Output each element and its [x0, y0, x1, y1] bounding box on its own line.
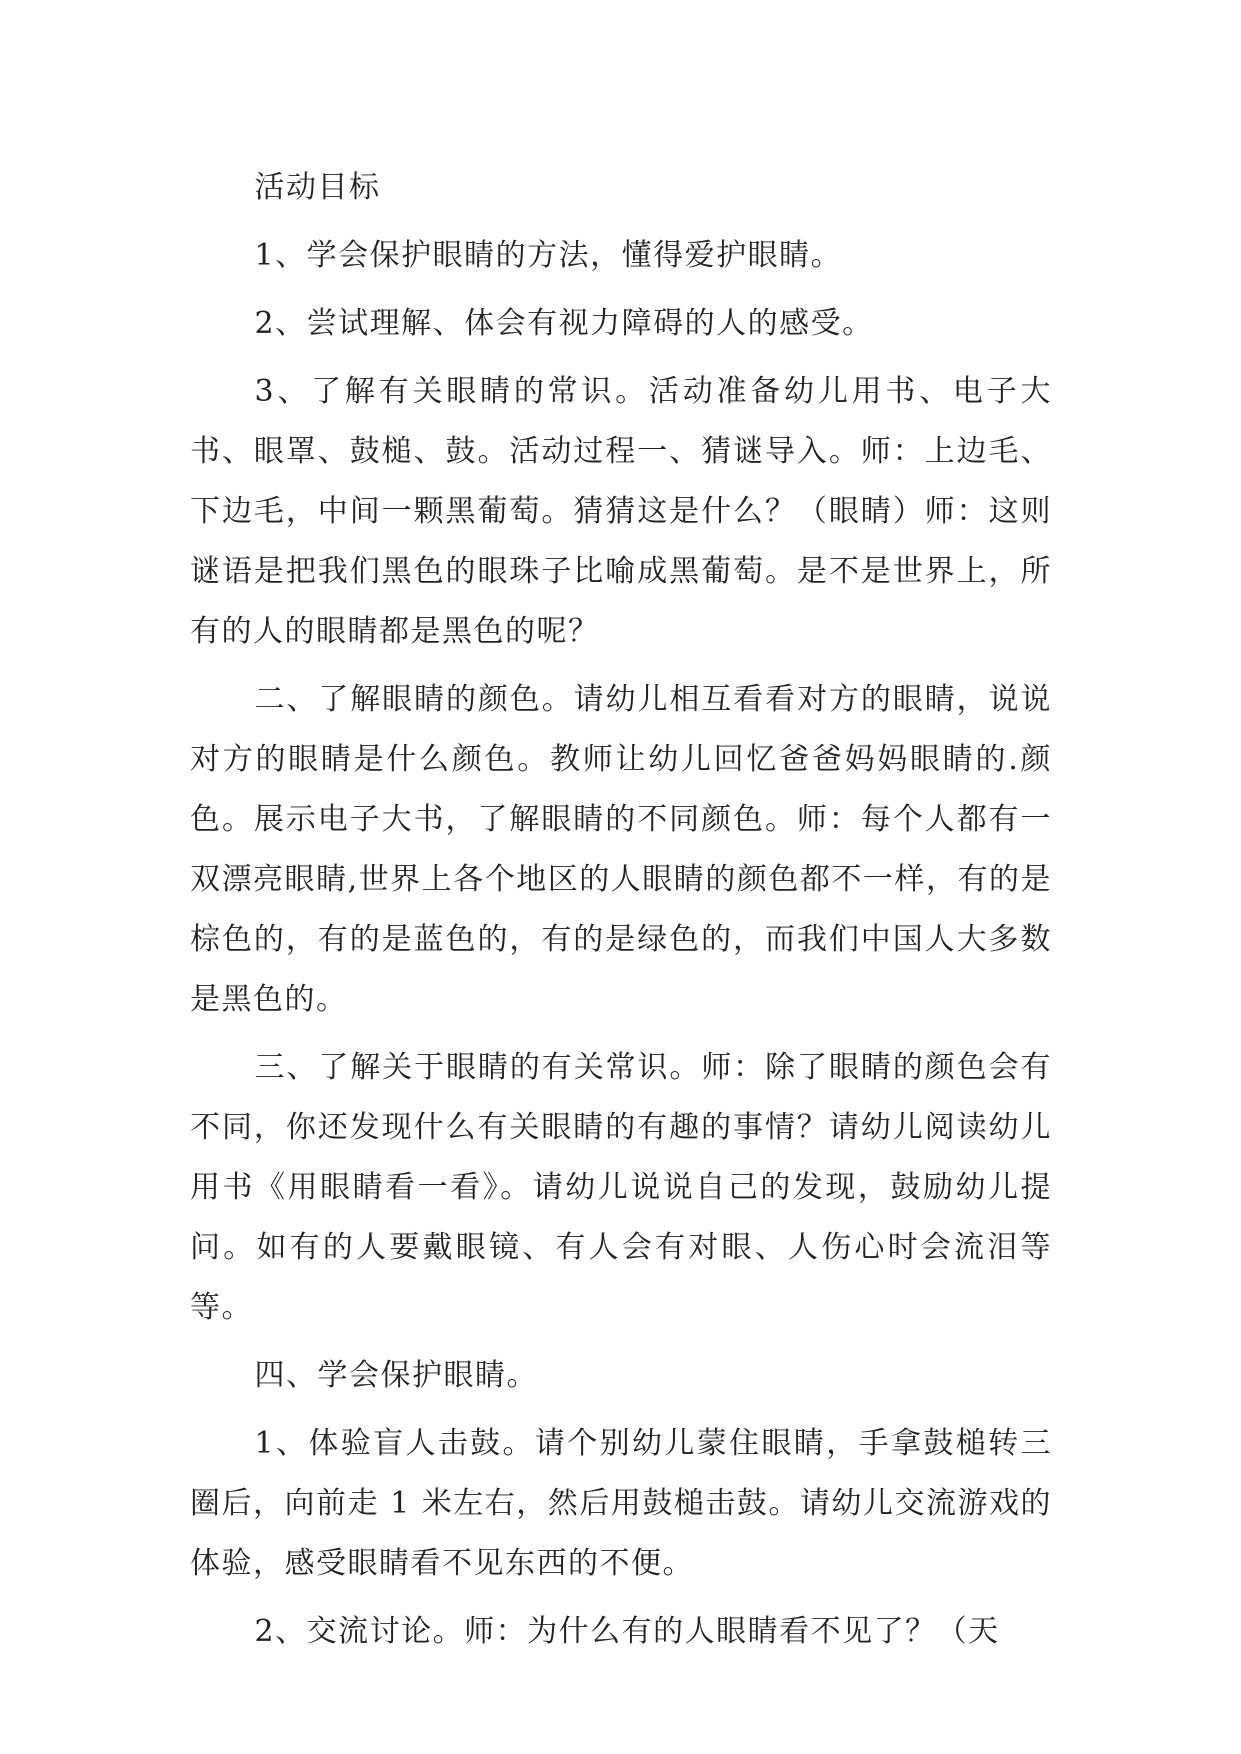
paragraph-goal-2: 2、尝试理解、体会有视力障碍的人的感受。 — [254, 306, 874, 341]
document-body — [190, 158, 1052, 1670]
paragraph-step-3-eye-knowledge: 三、了解关于眼睛的有关常识。师：除了眼睛的颜色会有不同，你还发现什么有关眼睛的有趣的事情？请幼儿阅读幼儿用书《用眼睛看一看》。请幼儿说说自己的发现，鼓励幼儿提问。如有的人要戴眼镜、有人会有对眼、人伤心时会流泪等等。 — [190, 1050, 1052, 1325]
paragraph-heading-activity-goals: 活动目标 — [254, 170, 381, 205]
paragraph-goal-3-and-preparation: 3、了解有关眼睛的常识。活动准备幼儿用书、电子大书、眼罩、鼓槌、鼓。活动过程一、猜谜导入。师：上边毛、下边毛，中间一颗黑葡萄。猜猜这是什么？（眼睛）师：这则谜语是把我们黑色的眼珠子比喻成黑葡萄。是不是世界上，所有的人的眼睛都是黑色的呢？ — [190, 374, 1052, 649]
paragraph-step-4-item-2: 2、交流讨论。师：为什么有的人眼睛看不见了？（天 — [254, 1614, 1000, 1649]
paragraph-step-2-eye-color: 二、了解眼睛的颜色。请幼儿相互看看对方的眼睛，说说对方的眼睛是什么颜色。教师让幼儿回忆爸爸妈妈眼睛的.颜色。展示电子大书，了解眼睛的不同颜色。师：每个人都有一双漂亮眼睛,世界上各个地区的人眼睛的颜色都不一样，有的是棕色的，有的是蓝色的，有的是绿色的，而我们中国人大多数是黑色的。 — [190, 682, 1052, 1017]
paragraph-step-4-item-1: 1、体验盲人击鼓。请个别幼儿蒙住眼睛，手拿鼓槌转三圈后，向前走 1 米左右，然后用鼓槌击鼓。请幼儿交流游戏的体验，感受眼睛看不见东西的不便。 — [190, 1426, 1052, 1581]
paragraph-step-4-heading: 四、学会保护眼睛。 — [254, 1358, 538, 1393]
paragraph-goal-1: 1、学会保护眼睛的方法，懂得爱护眼睛。 — [254, 238, 843, 273]
